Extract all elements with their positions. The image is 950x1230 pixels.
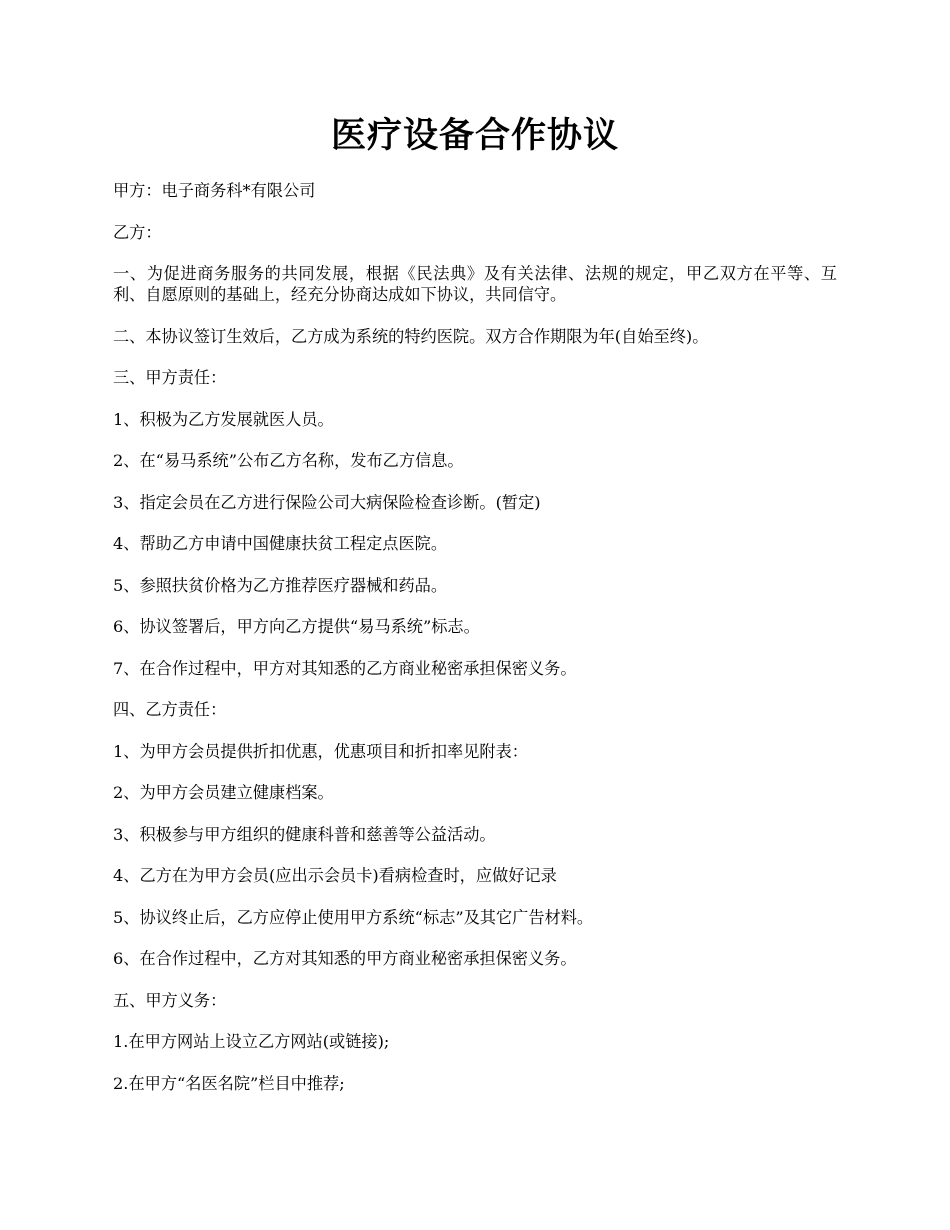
party-a-duty-item: 5、参照扶贫价格为乙方推荐医疗器械和药品。 xyxy=(113,575,448,595)
section-heading-party-a-obligations: 五、甲方义务： xyxy=(113,990,227,1010)
party-a-obligation-item: 1.在甲方网站上设立乙方网站(或链接); xyxy=(113,1032,390,1051)
party-b-duty-item: 3、积极参与甲方组织的健康科普和慈善等公益活动。 xyxy=(113,824,496,844)
party-a-obligation-item: 2.在甲方“名医名院”栏目中推荐; xyxy=(113,1073,345,1093)
party-b-duty-item: 1、为甲方会员提供折扣优惠，优惠项目和折扣率见附表： xyxy=(113,741,528,761)
clause-2-term: 二、本协议签订生效后，乙方成为系统的特约医院。双方合作期限为年(自始至终)。 xyxy=(113,326,709,346)
section-heading-party-b-duties: 四、乙方责任： xyxy=(113,700,227,719)
party-b-duty-item: 6、在合作过程中，乙方对其知悉的甲方商业秘密承担保密义务。 xyxy=(113,949,577,968)
party-a-duty-item: 3、指定会员在乙方进行保险公司大病保险检查诊断。(暂定) xyxy=(113,492,541,512)
party-a-duty-item: 4、帮助乙方申请中国健康扶贫工程定点医院。 xyxy=(113,534,448,553)
party-a-duty-item: 7、在合作过程中，甲方对其知悉的乙方商业秘密承担保密义务。 xyxy=(113,658,577,678)
party-b-duty-item: 5、协议终止后，乙方应停止使用甲方系统“标志”及其它广告材料。 xyxy=(113,907,594,927)
party-a-duty-item: 2、在“易马系统”公布乙方名称，发布乙方信息。 xyxy=(113,451,464,470)
party-b-duty-item: 4、乙方在为甲方会员(应出示会员卡)看病检查时，应做好记录 xyxy=(113,866,557,885)
document-title: 医疗设备合作协议 xyxy=(330,115,619,156)
party-a-duty-item: 6、协议签署后，甲方向乙方提供“易马系统”标志。 xyxy=(113,617,480,636)
party-b-duty-item: 2、为甲方会员建立健康档案。 xyxy=(113,783,334,802)
party-a-line: 甲方：电子商务科*有限公司 xyxy=(113,181,316,200)
party-b-line: 乙方： xyxy=(113,222,162,242)
party-a-duty-item: 1、积极为乙方发展就医人员。 xyxy=(113,409,334,429)
section-heading-party-a-duties: 三、甲方责任： xyxy=(113,368,227,387)
clause-1-purpose: 一、为促进商务服务的共同发展，根据《民法典》及有关法律、法规的规定，甲乙双方在平等、互利、自愿原则的基础上，经充分协商达成如下协议，共同信守。 xyxy=(113,264,837,304)
